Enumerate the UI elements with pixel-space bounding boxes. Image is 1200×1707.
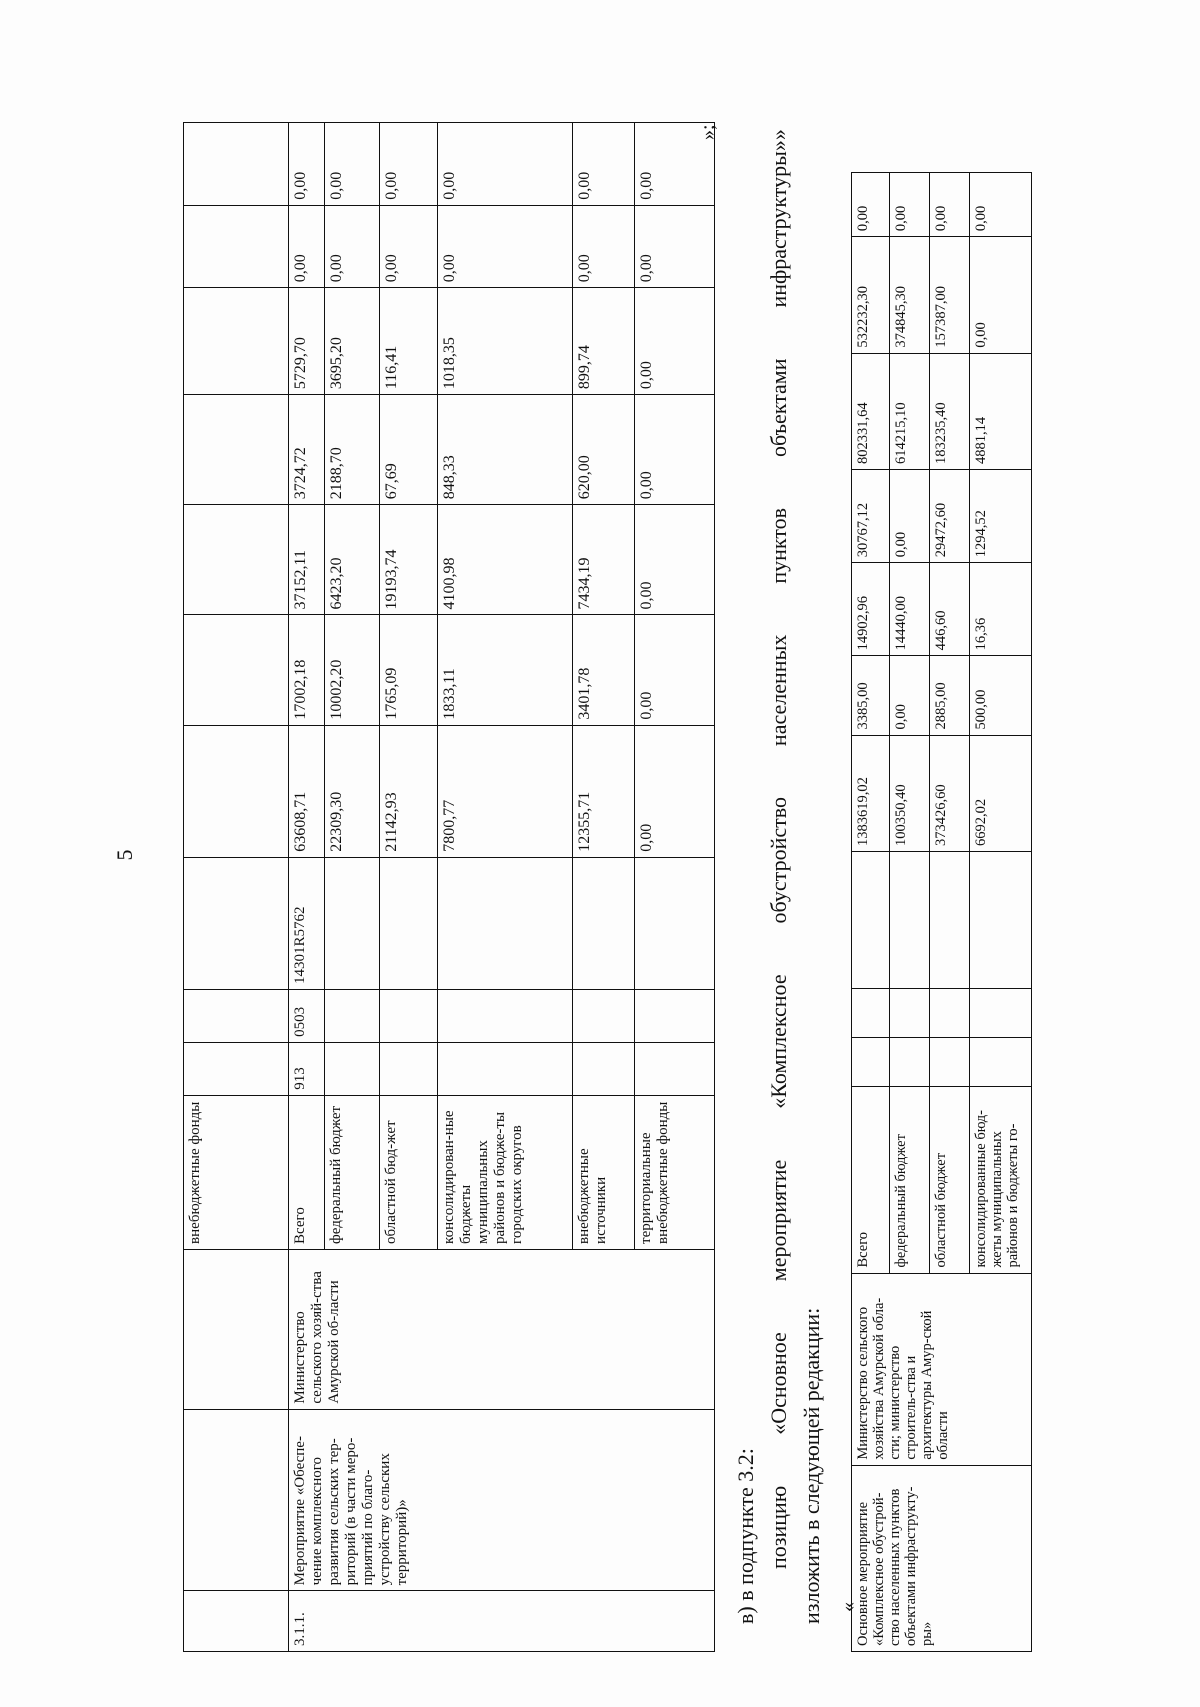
value-cell: 2885,00 bbox=[930, 656, 970, 735]
rzpr-code: 0503 bbox=[289, 989, 325, 1042]
funding-source-cell: федеральный бюджет bbox=[890, 1087, 930, 1273]
value-cell: 14440,00 bbox=[890, 563, 930, 656]
value-cell: 0,00 bbox=[289, 205, 325, 288]
value-cell: 0,00 bbox=[635, 205, 715, 288]
paragraph-word: инфраструктуры»» bbox=[766, 129, 791, 308]
table-row bbox=[852, 173, 890, 1652]
value-cell: 500,00 bbox=[970, 656, 1032, 735]
row-number: 3.1.1. bbox=[289, 1591, 715, 1652]
value-cell: 532232,30 bbox=[852, 237, 890, 353]
funding-source-cell: внебюджетные фонды bbox=[184, 1095, 289, 1249]
value-cell: 30767,12 bbox=[852, 470, 890, 563]
value-cell: 63608,71 bbox=[289, 725, 325, 857]
value-cell: 0,00 bbox=[890, 173, 930, 237]
value-cell: 0,00 bbox=[635, 123, 715, 206]
opening-quote: « bbox=[837, 1602, 859, 1612]
value-cell: 3385,00 bbox=[852, 656, 890, 735]
value-cell: 5729,70 bbox=[289, 288, 325, 395]
measure-name: Мероприятие «Обеспе-чение комплексного развития сельских тер-риторий (в части меро-приятий по благо-устройству сельских территорий)» bbox=[289, 1409, 715, 1591]
value-cell: 4881,14 bbox=[970, 353, 1032, 469]
funding-source-cell: Всего bbox=[289, 1095, 325, 1249]
page-number: 5 bbox=[112, 849, 137, 861]
value-cell: 0,00 bbox=[380, 205, 438, 288]
funding-source-cell: консолидирован-ные бюджеты муниципальных районов и бюдже-ты городских округов bbox=[438, 1095, 573, 1249]
value-cell: 0,00 bbox=[635, 615, 715, 725]
value-cell: 1833,11 bbox=[438, 615, 573, 725]
value-cell: 0,00 bbox=[970, 173, 1032, 237]
funding-source-cell: консолидированные бюд-жеты муниципальных районов и бюджеты го- bbox=[970, 1087, 1032, 1273]
value-cell: 7434,19 bbox=[573, 505, 635, 615]
value-cell: 7800,77 bbox=[438, 725, 573, 857]
paragraph-word: мероприятие bbox=[766, 1159, 791, 1282]
value-cell: 373426,60 bbox=[930, 735, 970, 851]
value-cell: 1383619,02 bbox=[852, 735, 890, 851]
table-row bbox=[289, 123, 325, 1652]
value-cell: 10002,20 bbox=[325, 615, 380, 725]
measure-name: Основное мероприятие «Комплексное обустрой-ство населенных пунктов объектами инфраструкту-ры» bbox=[852, 1465, 1032, 1651]
value-cell: 4100,98 bbox=[438, 505, 573, 615]
value-cell: 0,00 bbox=[325, 123, 380, 206]
value-cell: 0,00 bbox=[438, 205, 573, 288]
value-cell: 0,00 bbox=[635, 288, 715, 395]
value-cell: 0,00 bbox=[890, 470, 930, 563]
value-cell: 0,00 bbox=[635, 395, 715, 505]
value-cell: 446,60 bbox=[930, 563, 970, 656]
value-cell: 0,00 bbox=[970, 237, 1032, 353]
value-cell: 6692,02 bbox=[970, 735, 1032, 851]
value-cell: 16,36 bbox=[970, 563, 1032, 656]
funding-source-cell: областной бюджет bbox=[930, 1087, 970, 1273]
value-cell: 157387,00 bbox=[930, 237, 970, 353]
value-cell: 19193,74 bbox=[380, 505, 438, 615]
paragraph-line bbox=[766, 129, 792, 1569]
value-cell: 0,00 bbox=[890, 656, 930, 735]
value-cell: 614215,10 bbox=[890, 353, 930, 469]
funding-source-cell: федеральный бюджет bbox=[325, 1095, 380, 1249]
value-cell: 22309,30 bbox=[325, 725, 380, 857]
value-cell: 100350,40 bbox=[890, 735, 930, 851]
value-cell: 1765,09 bbox=[380, 615, 438, 725]
value-cell: 14902,96 bbox=[852, 563, 890, 656]
value-cell: 17002,18 bbox=[289, 615, 325, 725]
funding-source-cell: территориальные внебюджетные фонды bbox=[635, 1095, 715, 1249]
value-cell: 0,00 bbox=[573, 205, 635, 288]
value-cell: 0,00 bbox=[635, 505, 715, 615]
csr-code: 14301R5762 bbox=[289, 857, 325, 989]
value-cell: 899,74 bbox=[573, 288, 635, 395]
paragraph-word: «Комплексное bbox=[766, 974, 791, 1109]
paragraph-line: изложить в следующей редакции: bbox=[799, 1307, 824, 1624]
paragraph-word: объектами bbox=[766, 358, 791, 458]
funding-source-cell: внебюджетные источники bbox=[573, 1095, 635, 1249]
measures-table bbox=[183, 122, 715, 1652]
rotated-content bbox=[183, 122, 1183, 1652]
paragraph-word: «Основное bbox=[766, 1332, 791, 1435]
value-cell: 0,00 bbox=[438, 123, 573, 206]
replacement-table bbox=[851, 172, 1032, 1652]
value-cell: 0,00 bbox=[573, 123, 635, 206]
value-cell: 67,69 bbox=[380, 395, 438, 505]
paragraph-word: обустройство bbox=[766, 797, 791, 924]
value-cell: 37152,11 bbox=[289, 505, 325, 615]
value-cell: 3724,72 bbox=[289, 395, 325, 505]
paragraph-word: населенных bbox=[766, 634, 791, 747]
funding-source-cell: Всего bbox=[852, 1087, 890, 1273]
value-cell: 0,00 bbox=[325, 205, 380, 288]
value-cell: 0,00 bbox=[380, 123, 438, 206]
value-cell: 1018,35 bbox=[438, 288, 573, 395]
value-cell: 6423,20 bbox=[325, 505, 380, 615]
value-cell: 848,33 bbox=[438, 395, 573, 505]
paragraph-word: пунктов bbox=[766, 508, 791, 584]
value-cell: 21142,93 bbox=[380, 725, 438, 857]
closing-quote: »; bbox=[697, 124, 719, 140]
value-cell: 183235,40 bbox=[930, 353, 970, 469]
value-cell: 0,00 bbox=[289, 123, 325, 206]
value-cell: 802331,64 bbox=[852, 353, 890, 469]
paragraph-word: позицию bbox=[766, 1485, 791, 1569]
executor: Министерство сельского хозяй-ства Амурской об-ласти bbox=[289, 1249, 715, 1409]
executor: Министерство сельского хозяйства Амурской обла-сти; министерство строитель-ства и архитектуры Амур-ской области bbox=[852, 1273, 1032, 1465]
value-cell: 3695,20 bbox=[325, 288, 380, 395]
value-cell: 1294,52 bbox=[970, 470, 1032, 563]
grbs-code: 913 bbox=[289, 1042, 325, 1095]
value-cell: 0,00 bbox=[930, 173, 970, 237]
value-cell: 374845,30 bbox=[890, 237, 930, 353]
table-row bbox=[184, 123, 289, 1652]
value-cell: 620,00 bbox=[573, 395, 635, 505]
value-cell: 116,41 bbox=[380, 288, 438, 395]
value-cell: 0,00 bbox=[635, 725, 715, 857]
value-cell: 12355,71 bbox=[573, 725, 635, 857]
value-cell: 2188,70 bbox=[325, 395, 380, 505]
subitem-heading: в) в подпункте 3.2: bbox=[733, 1448, 758, 1624]
value-cell: 3401,78 bbox=[573, 615, 635, 725]
value-cell: 29472,60 bbox=[930, 470, 970, 563]
funding-source-cell: областной бюд-жет bbox=[380, 1095, 438, 1249]
value-cell: 0,00 bbox=[852, 173, 890, 237]
